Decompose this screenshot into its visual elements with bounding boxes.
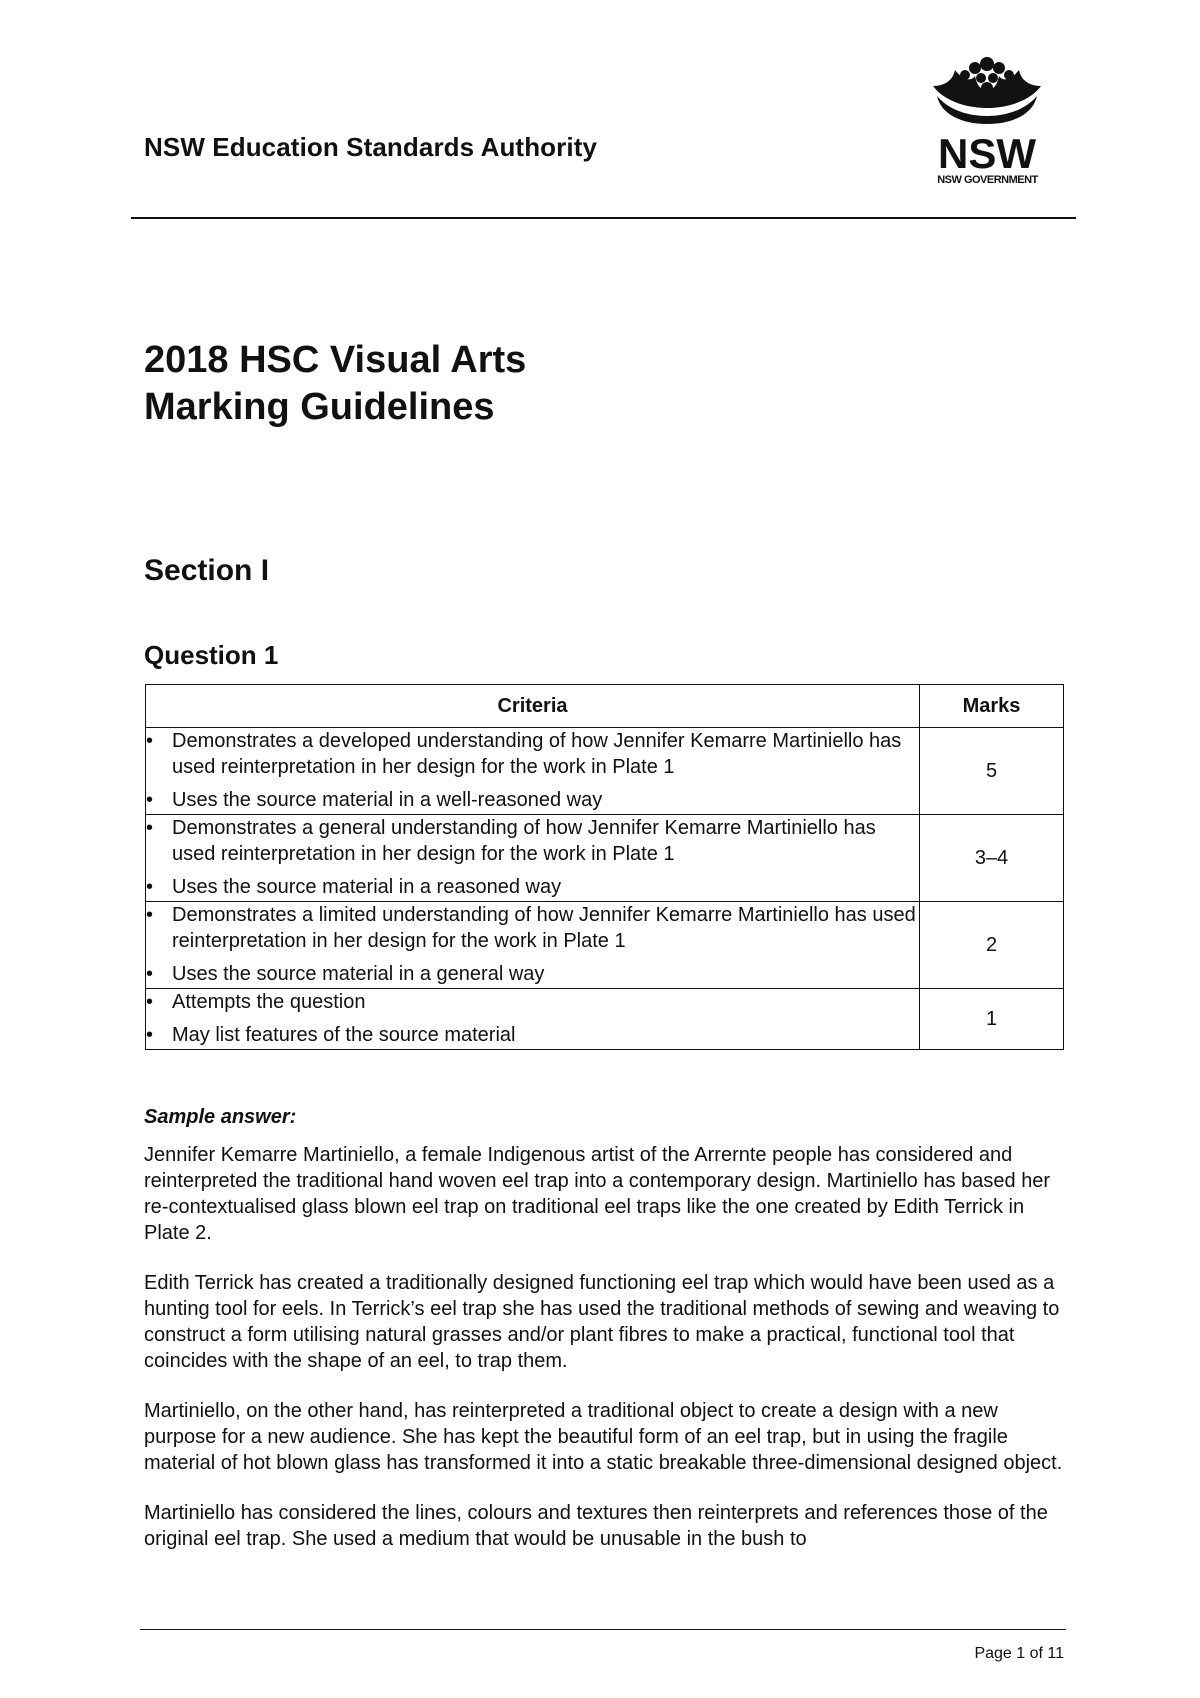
criterion-item: • Uses the source material in a well-reasoned way (146, 787, 919, 813)
nsw-government-logo (925, 50, 1050, 190)
page-number: Page 1 of 11 (974, 1645, 1064, 1662)
title-line-1: 2018 HSC Visual Arts (144, 339, 527, 381)
marks-cell: 5 (920, 728, 1064, 815)
title-line-2: Marking Guidelines (144, 386, 495, 428)
criterion-item: • Uses the source material in a reasoned way (146, 874, 919, 900)
criterion-item: • Uses the source material in a general way (146, 961, 919, 987)
waratah-icon (925, 50, 1050, 190)
marks-column-header: Marks (920, 685, 1064, 728)
answer-paragraph: Jennifer Kemarre Martiniello, a female Indigenous artist of the Arrernte people has considered and reinterpreted the traditional hand woven eel trap into a contemporary design. Martiniello has based her re-contextualised glass blown eel trap on traditional eel traps like the one created by Edith Terrick in Plate 2. (144, 1144, 1051, 1244)
criteria-cell (146, 815, 920, 902)
government-wordmark: NSW GOVERNMENT (937, 174, 1038, 186)
criteria-column-header: Criteria (146, 685, 920, 728)
section-heading: Section I (144, 554, 270, 587)
criterion-item: • Demonstrates a general understanding of how Jennifer Kemarre Martiniello has used reinterpretation in her design for the work in Plate 1 (146, 815, 919, 867)
question-heading: Question 1 (144, 640, 279, 670)
criterion-item: • Demonstrates a limited understanding of how Jennifer Kemarre Martiniello has used reinterpretation in her design for the work in Plate 1 (146, 902, 919, 954)
sample-answer-body (144, 1142, 1074, 1576)
criterion-item: • Attempts the question (146, 989, 919, 1015)
criteria-cell (146, 989, 920, 1050)
table-row (146, 815, 1064, 902)
header-divider (131, 217, 1076, 219)
authority-name: NSW Education Standards Authority (144, 132, 598, 162)
marking-criteria-table (145, 684, 1064, 1050)
answer-paragraph: Martiniello, on the other hand, has reinterpreted a traditional object to create a design with a new purpose for a new audience. She has kept the beautiful form of an eel trap, but in using the fragile material of hot blown glass has transformed it into a static breakable three-dimensional designed object. (144, 1400, 1063, 1474)
answer-paragraph: Edith Terrick has created a traditionally designed functioning eel trap which would have been used as a hunting tool for eels. In Terrick’s eel trap she has used the traditional methods of sewing and weaving to construct a form utilising natural grasses and/or plant fibres to make a practical, functional tool that coincides with the shape of an eel, to trap them. (144, 1272, 1060, 1372)
svg-text:NSW: NSW (938, 130, 1036, 177)
criterion-item: • Demonstrates a developed understanding of how Jennifer Kemarre Martiniello has used reinterpretation in her design for the work in Plate 1 (146, 728, 919, 780)
sample-answer-label: Sample answer: (144, 1106, 297, 1128)
marks-cell: 1 (920, 989, 1064, 1050)
criteria-cell (146, 728, 920, 815)
answer-paragraph: Martiniello has considered the lines, colours and textures then reinterprets and references those of the original eel trap. She used a medium that would be unusable in the bush to (144, 1502, 1048, 1550)
table-header-row (146, 685, 1064, 728)
footer-divider (140, 1629, 1066, 1630)
criteria-cell (146, 902, 920, 989)
marks-cell: 3–4 (920, 815, 1064, 902)
document-title (144, 337, 526, 431)
marks-cell: 2 (920, 902, 1064, 989)
table-row (146, 902, 1064, 989)
table-row (146, 728, 1064, 815)
criterion-item: • May list features of the source material (146, 1022, 919, 1048)
table-row (146, 989, 1064, 1050)
